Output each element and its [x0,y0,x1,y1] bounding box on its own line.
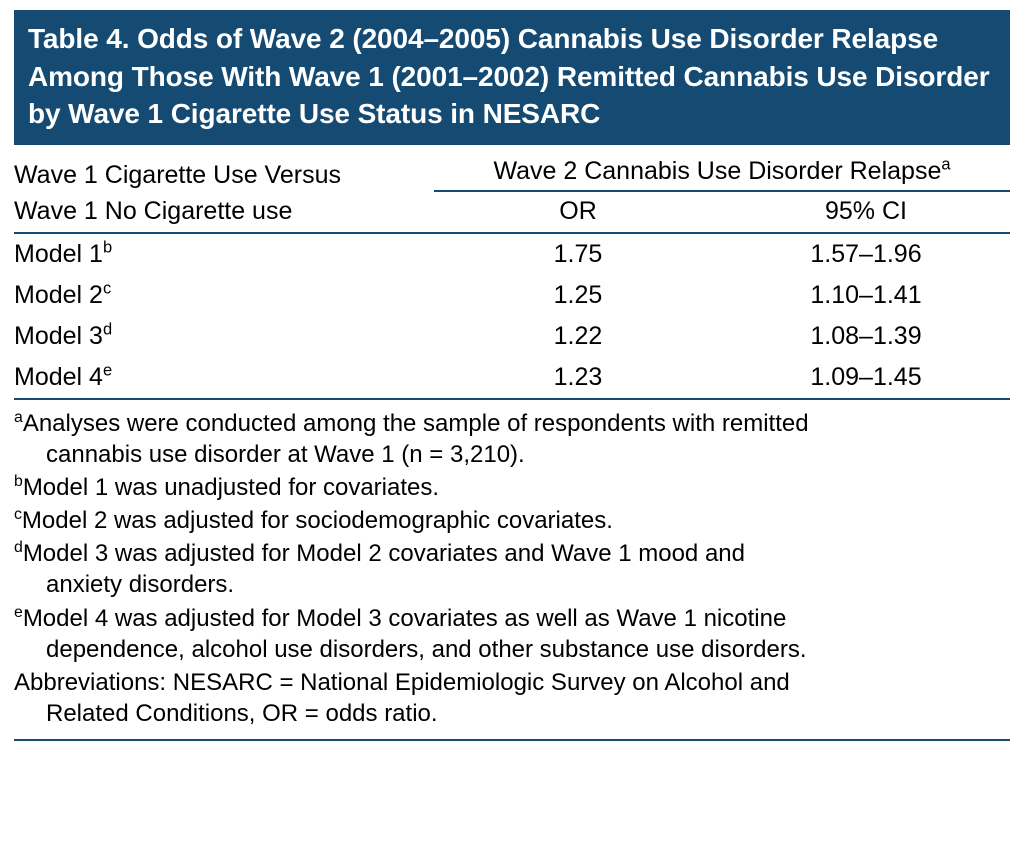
row-label-text: Model 4 [14,362,103,391]
footnote-d [14,538,1010,602]
footnote-b [14,472,1010,505]
footnote-a-marker: a [14,408,23,426]
footnote-b-text: Model 1 was unadjusted for covariates. [22,473,440,501]
cell-ci: 1.57–1.96 [810,239,922,268]
footnote-d-marker: d [14,539,23,557]
cell-or: 1.75 [553,239,603,268]
table-row [14,316,1010,357]
table-row [14,234,1010,275]
footnote-e-marker: e [14,603,23,621]
spanner-header-footnote-marker: a [941,155,951,174]
footnote-b-line-1 [14,472,1010,503]
cell-ci: 1.10–1.41 [810,280,922,309]
footnote-c-line-1 [14,505,1010,536]
footnote-e-line-1 [14,603,1010,634]
row-footnote-marker: d [102,320,113,339]
footnotes [14,400,1010,732]
table-body [14,234,1010,398]
table-row [14,275,1010,316]
row-label [14,320,434,350]
row-label-text: Model 1 [14,239,103,268]
cell-or: 1.22 [553,321,603,350]
cell-or: 1.23 [553,362,603,391]
footnote-a-line-2: cannabis use disorder at Wave 1 (n = 3,210). [46,440,525,468]
spanner-header [434,153,1010,192]
footnote-d-line-2: anxiety disorders. [46,571,235,599]
spanner-header-text: Wave 2 Cannabis Use Disorder Relapse [493,156,942,185]
row-label [14,279,434,309]
column-header-row [434,192,1010,232]
footnote-c [14,505,1010,538]
abbreviations-note [14,667,1010,731]
footnote-b-marker: b [14,472,23,490]
table-title: Table 4. Odds of Wave 2 (2004–2005) Cannabis Use Disorder Relapse Among Those With Wave 1 (2001–2002) Remitted Cannabis Use Disorder by Wave 1 Cigarette Use Status in NESARC [14,10,1010,145]
abbreviations-line-2: Related Conditions, OR = odds ratio. [46,700,438,728]
footnote-e-line-2: dependence, alcohol use disorders, and other substance use disorders. [46,635,807,663]
footnote-a-line-1 [14,408,1010,439]
stub-header [14,153,434,232]
footnote-d-line-1 [14,538,1010,569]
footnote-a-text: Analyses were conducted among the sample of respondents with remitted [22,409,809,437]
cell-ci: 1.08–1.39 [810,321,922,350]
row-footnote-marker: e [102,361,113,380]
abbreviations-line-1: Abbreviations: NESARC = National Epidemiologic Survey on Alcohol and [14,669,790,697]
footnote-a [14,408,1010,472]
row-label [14,238,434,268]
cell-or: 1.25 [553,280,603,309]
footnote-c-marker: c [14,506,22,524]
column-header-or: OR [559,196,597,225]
spanner-header-group [434,153,1010,232]
table-header [14,145,1010,232]
table-row [14,357,1010,398]
column-header-ci: 95% CI [825,196,907,225]
stub-header-line-1: Wave 1 Cigarette Use Versus [14,160,341,189]
table-bottom-rule [14,739,1010,741]
row-label [14,361,434,391]
row-label-text: Model 3 [14,321,103,350]
row-footnote-marker: b [102,238,113,257]
footnote-c-text: Model 2 was adjusted for sociodemographic covariates. [21,507,613,535]
row-footnote-marker: c [102,279,112,298]
stub-header-line-2: Wave 1 No Cigarette use [14,196,293,225]
footnote-d-text: Model 3 was adjusted for Model 2 covariates and Wave 1 mood and [22,540,745,568]
footnote-e-text: Model 4 was adjusted for Model 3 covariates as well as Wave 1 nicotine [22,604,787,632]
cell-ci: 1.09–1.45 [810,362,922,391]
footnote-e [14,603,1010,667]
row-label-text: Model 2 [14,280,103,309]
